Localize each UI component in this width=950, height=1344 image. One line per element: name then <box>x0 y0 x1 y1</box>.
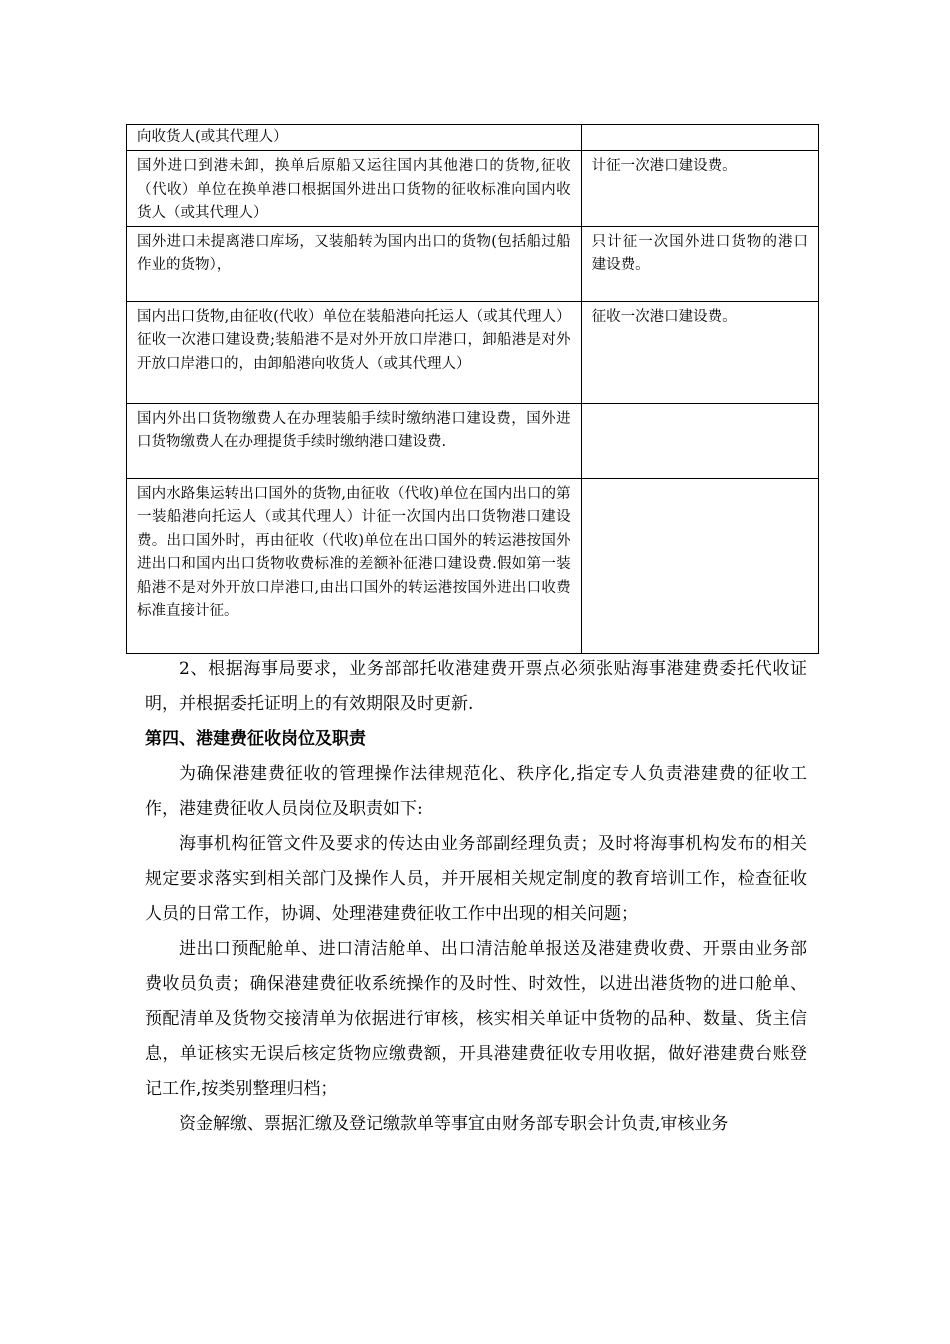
paragraph-notice: 2、根据海事局要求，业务部部托收港建费开票点必须张贴海事港建费委托代收证明，并根据委托证明上的有效期限及时更新. <box>145 659 807 714</box>
table-cell-condition: 国外进口未提离港口库场，又装船转为国内出口的货物(包括船过船作业的货物）， <box>127 226 582 301</box>
table-row <box>127 403 819 478</box>
paragraph-billing-duties: 进出口预配舱单、进口清洁舱单、出口清洁舱单报送及港建费收费、开票由业务部费收员负责；确保港建费征收系统操作的及时性、时效性，以进出港货物的进口舱单、预配清单及货物交接清单为依据进行审核，核实相关单证中货物的品种、数量、货主信息，单证核实无误后核定货物应缴费额，开具港建费征收专用收据，做好港建费台账登记工作,按类别整理归档； <box>145 939 807 1099</box>
paragraph-finance-duties: 资金解缴、票据汇缴及登记缴款单等事宜由财务部专职会计负责,审核业务 <box>179 1114 729 1134</box>
table-cell-rule <box>581 125 818 151</box>
table-cell-rule <box>581 478 818 653</box>
table-cell-rule: 只计征一次国外进口货物的港口建设费。 <box>581 226 818 301</box>
fee-table <box>126 124 819 654</box>
table-cell-condition: 国内外出口货物缴费人在办理装船手续时缴纳港口建设费，国外进口货物缴费人在办理提货手续时缴纳港口建设费. <box>127 403 582 478</box>
paragraph-maritime-duties: 海事机构征管文件及要求的传达由业务部副经理负责；及时将海事机构发布的相关规定要求落实到相关部门及操作人员，并开展相关规定制度的教育培训工作，检查征收人员的日常工作，协调、处理港建费征收工作中出现的相关问题； <box>145 834 807 924</box>
table-cell-condition: 国外进口到港未卸，换单后原船又运往国内其他港口的货物,征收（代收）单位在换单港口根据国外进出口货物的征收标准向国内收货人（或其代理人） <box>127 151 582 227</box>
table-row <box>127 478 819 653</box>
table-cell-rule: 征收一次港口建设费。 <box>581 301 818 403</box>
table-row <box>127 301 819 403</box>
table-cell-condition: 国内出口货物,由征收(代收）单位在装船港向托运人（或其代理人）征收一次港口建设费;装船港不是对外开放口岸港口，卸船港是对外开放口岸港口的，由卸船港向收货人（或其代理人） <box>127 301 582 403</box>
table-row <box>127 151 819 227</box>
table-cell-condition: 向收货人(或其代理人） <box>127 125 582 151</box>
paragraph-intro: 为确保港建费征收的管理操作法律规范化、秩序化,指定专人负责港建费的征收工作，港建费征收人员岗位及职责如下: <box>145 764 807 819</box>
body-text <box>145 652 807 1142</box>
table-cell-rule: 计征一次港口建设费。 <box>581 151 818 227</box>
section-heading: 第四、港建费征收岗位及职责 <box>145 729 366 749</box>
table-row <box>127 125 819 151</box>
table-cell-rule <box>581 403 818 478</box>
table-cell-condition: 国内水路集运转出口国外的货物,由征收（代收)单位在国内出口的第一装船港向托运人（或其代理人）计征一次国内出口货物港口建设费。出口国外时，再由征收（代收)单位在出口国外的转运港按国外进出口和国内出口货物收费标准的差额补征港口建设费.假如第一装船港不是对外开放口岸港口,由出口国外的转运港按国外进出口收费标准直接计征。 <box>127 478 582 653</box>
table-row <box>127 226 819 301</box>
